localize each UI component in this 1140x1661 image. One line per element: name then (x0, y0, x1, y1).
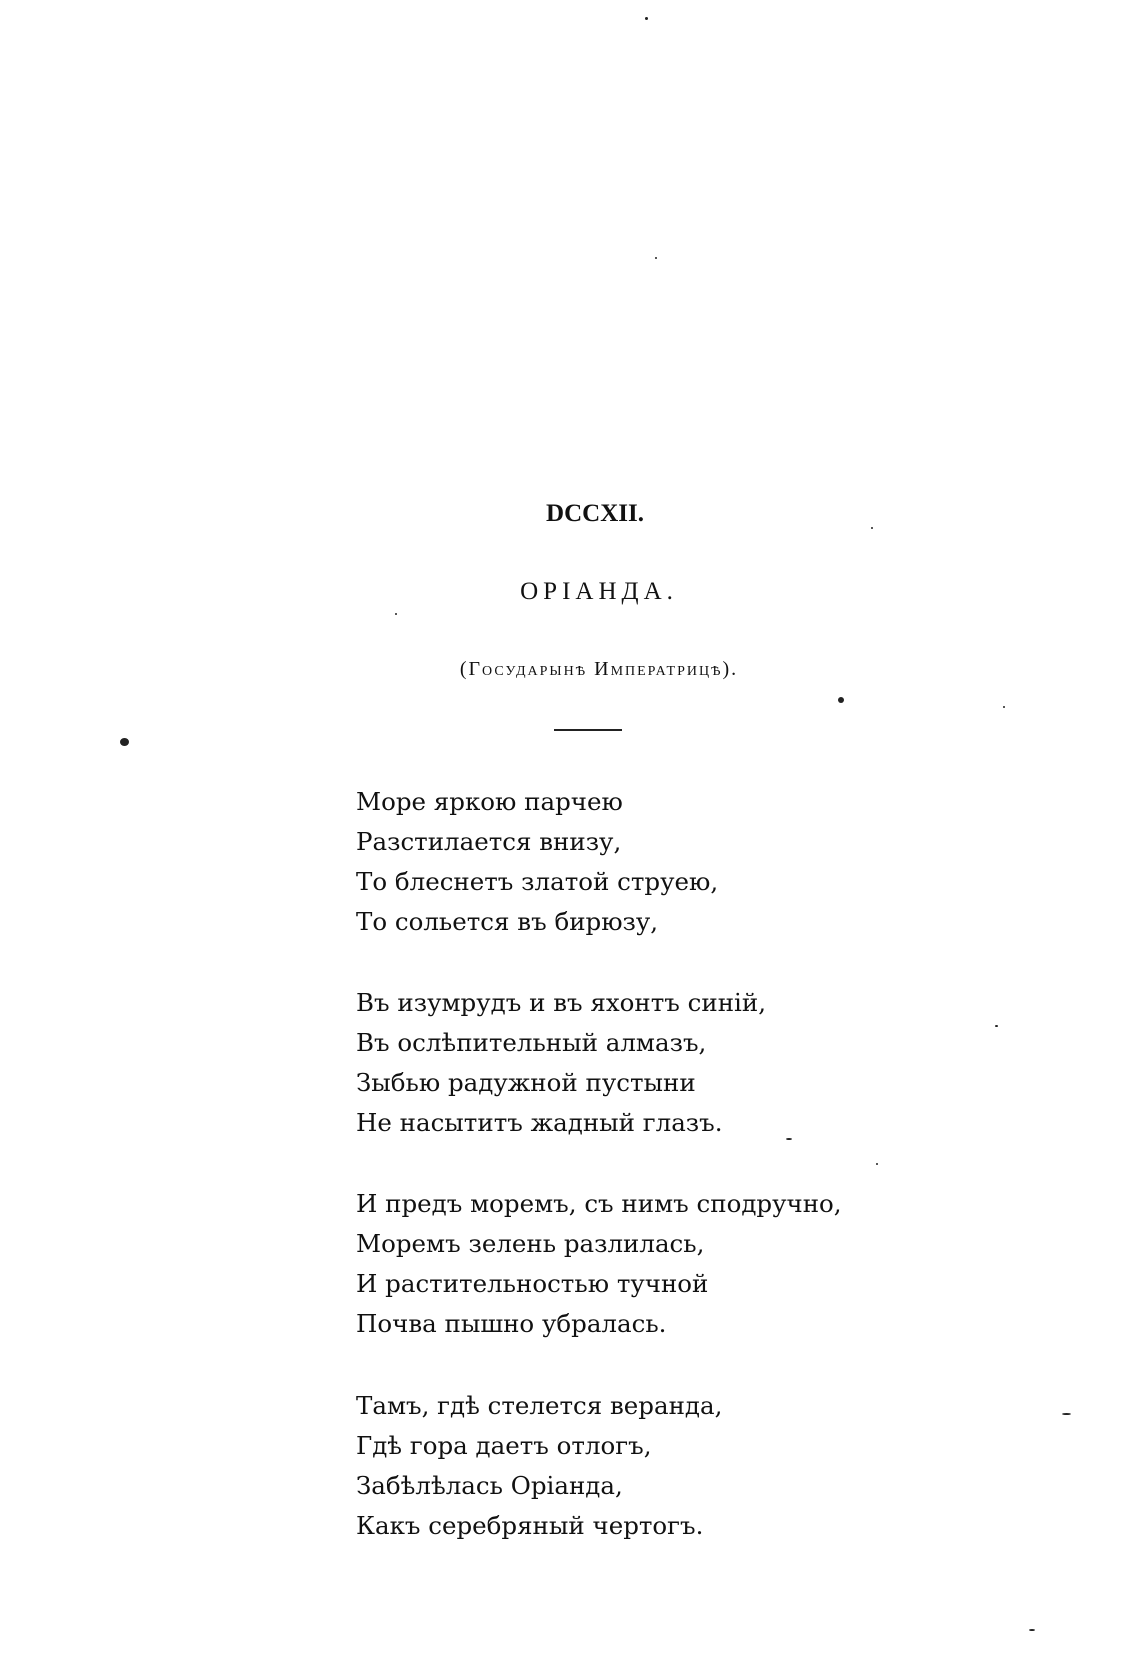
poem-line: Зыбью радужной пустыни (356, 1068, 696, 1097)
poem-line: Забѣлѣлась Оріанда, (356, 1471, 623, 1500)
scan-speck (876, 1163, 878, 1165)
poem-line: Море яркою парчею (356, 787, 623, 816)
scan-speck (645, 17, 648, 20)
stanza-3 (356, 1184, 956, 1344)
poem-line: Въ изумрудъ и въ яхонтъ синій, (356, 988, 767, 1017)
poem-line: Не насытитъ жадный глазъ. (356, 1108, 723, 1137)
poem-number: DCCXII. (546, 500, 644, 527)
scan-speck (838, 697, 844, 703)
scan-speck (1003, 706, 1005, 708)
poem-line: Разстилается внизу, (356, 827, 622, 856)
poem-line: Гдѣ гора даетъ отлогъ, (356, 1431, 652, 1460)
scan-speck (395, 613, 397, 615)
scan-speck (786, 1138, 792, 1140)
poem-line: И предъ моремъ, съ нимъ сподручно, (356, 1189, 842, 1218)
poem-line: Почва пышно убралась. (356, 1309, 667, 1338)
poem-line: Тамъ, гдѣ стелется веранда, (356, 1391, 723, 1420)
poem-line: Какъ серебряный чертогъ. (356, 1511, 704, 1540)
scan-speck (1029, 1629, 1035, 1631)
poem-line: То сольется въ бирюзу, (356, 907, 659, 936)
poem-line: Въ ослѣпительный алмазъ, (356, 1028, 707, 1057)
poem-line: То блеснетъ златой струею, (356, 867, 719, 896)
scan-speck (120, 738, 129, 746)
title-divider (554, 729, 622, 731)
scan-speck (871, 527, 873, 529)
poem-dedication: (Государынѣ Императрицѣ). (459, 658, 739, 680)
scan-speck (995, 1025, 998, 1027)
stanza-4 (356, 1386, 956, 1546)
stanza-2 (356, 983, 956, 1143)
scan-speck (655, 257, 657, 259)
scan-speck (1062, 1413, 1071, 1415)
poem-title: ОРІАНДА. (520, 578, 678, 605)
poem-line: И растительностью тучной (356, 1269, 709, 1298)
stanza-1 (356, 782, 956, 942)
poem-line: Моремъ зелень разлилась, (356, 1229, 705, 1258)
